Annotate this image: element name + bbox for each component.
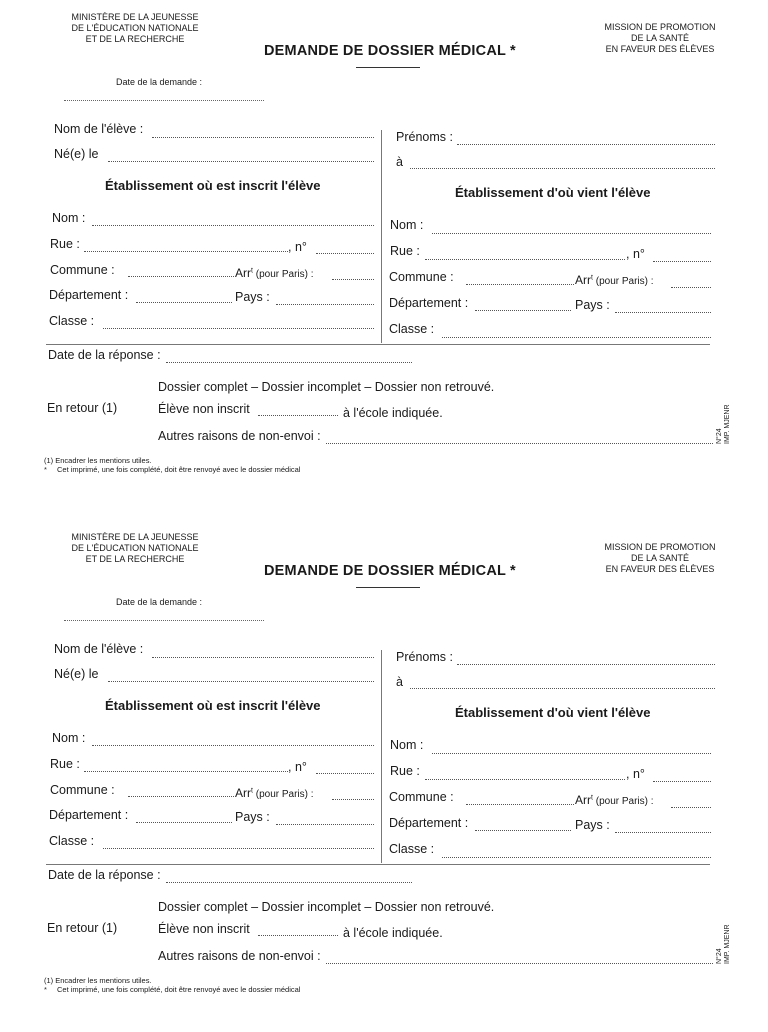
- footnote-return-instructions: [44, 985, 300, 994]
- current-school-city-label: Commune :: [50, 263, 115, 277]
- footnote-star: *: [44, 465, 47, 474]
- file-status-options[interactable]: Dossier complet – Dossier incomplet – Dossier non retrouvé.: [158, 380, 495, 394]
- arr-superscript: t: [251, 267, 253, 275]
- previous-school-city-field[interactable]: [466, 284, 574, 285]
- current-school-name-field[interactable]: [92, 225, 374, 226]
- column-divider: [381, 130, 382, 343]
- current-school-name-field[interactable]: [92, 745, 374, 746]
- current-school-country-label: Pays :: [235, 810, 270, 824]
- previous-school-name-field[interactable]: [432, 233, 711, 234]
- current-school-number-field[interactable]: [316, 253, 374, 254]
- previous-school-class-field[interactable]: [442, 857, 711, 858]
- arr-text: Arr: [575, 793, 591, 807]
- previous-school-department-label: Département :: [389, 816, 469, 830]
- ministry-line: MINISTÈRE DE LA JEUNESSE: [71, 12, 199, 22]
- first-names-label: Prénoms :: [396, 130, 453, 144]
- current-school-section-title: Établissement où est inscrit l'élève: [105, 698, 321, 713]
- medical-record-request-form-1: [0, 0, 768, 512]
- ministry-line: MINISTÈRE DE LA JEUNESSE: [71, 532, 199, 542]
- previous-school-section-title: Établissement d'où vient l'élève: [455, 705, 651, 720]
- request-date-label: Date de la demande :: [116, 597, 203, 607]
- previous-school-city-field[interactable]: [466, 804, 574, 805]
- ministry-line: ET DE LA RECHERCHE: [85, 554, 185, 564]
- previous-school-class-field[interactable]: [442, 337, 711, 338]
- mission-header: [585, 22, 735, 55]
- arr-text: Arr: [235, 786, 251, 800]
- previous-school-city-label: Commune :: [389, 270, 454, 284]
- previous-school-department-field[interactable]: [475, 830, 571, 831]
- current-school-district-field[interactable]: [332, 799, 374, 800]
- previous-school-class-label: Classe :: [389, 842, 435, 856]
- paris-note: (pour Paris) :: [595, 276, 654, 287]
- ministry-header: [55, 532, 215, 565]
- current-school-district-label: [235, 786, 314, 800]
- mission-line: EN FAVEUR DES ÉLÈVES: [605, 44, 715, 54]
- paris-note: (pour Paris) :: [255, 269, 314, 280]
- current-school-number-field[interactable]: [316, 773, 374, 774]
- column-divider: [381, 650, 382, 863]
- request-date-label: Date de la demande :: [116, 77, 203, 87]
- footnote-star: *: [44, 985, 47, 994]
- mission-line: DE LA SANTÉ: [630, 553, 690, 563]
- indicated-school-text: à l'école indiquée.: [343, 926, 443, 940]
- current-school-class-label: Classe :: [49, 314, 95, 328]
- student-not-enrolled-option[interactable]: Élève non inscrit: [158, 922, 250, 936]
- mission-line: DE LA SANTÉ: [630, 33, 690, 43]
- current-school-class-field[interactable]: [103, 328, 374, 329]
- file-status-options[interactable]: Dossier complet – Dossier incomplet – Dossier non retrouvé.: [158, 900, 495, 914]
- previous-school-country-label: Pays :: [575, 298, 610, 312]
- request-date-field[interactable]: [64, 620, 264, 621]
- birth-place-label: à: [396, 675, 403, 689]
- other-reasons-label: Autres raisons de non-envoi :: [158, 429, 321, 443]
- previous-school-country-field[interactable]: [615, 312, 711, 313]
- form-reference-code: [716, 404, 732, 444]
- printer-code: IMP. MJENR: [724, 404, 731, 444]
- previous-school-name-field[interactable]: [432, 753, 711, 754]
- current-school-city-field[interactable]: [128, 276, 234, 277]
- arr-superscript: t: [591, 794, 593, 802]
- previous-school-district-field[interactable]: [671, 287, 711, 288]
- student-not-enrolled-field[interactable]: [258, 935, 338, 936]
- previous-school-city-label: Commune :: [389, 790, 454, 804]
- ministry-header: [55, 12, 215, 45]
- birth-date-label: Né(e) le: [54, 667, 99, 681]
- first-names-label: Prénoms :: [396, 650, 453, 664]
- footnote-text: Cet imprimé, une fois complété, doit être renvoyé avec le dossier médical: [57, 465, 301, 474]
- form-title: DEMANDE DE DOSSIER MÉDICAL *: [264, 563, 516, 579]
- footnote-useful-mentions: (1) Encadrer les mentions utiles.: [44, 456, 152, 465]
- indicated-school-text: à l'école indiquée.: [343, 406, 443, 420]
- reply-date-label: Date de la réponse :: [48, 868, 161, 882]
- current-school-country-field[interactable]: [276, 304, 374, 305]
- title-underline: [356, 67, 420, 68]
- previous-school-name-label: Nom :: [390, 738, 424, 752]
- previous-school-department-field[interactable]: [475, 310, 571, 311]
- reply-date-field[interactable]: [166, 362, 412, 363]
- current-school-number-label: , n°: [288, 760, 307, 774]
- current-school-street-label: Rue :: [50, 237, 80, 251]
- birth-place-label: à: [396, 155, 403, 169]
- current-school-section-title: Établissement où est inscrit l'élève: [105, 178, 321, 193]
- student-name-field[interactable]: [152, 137, 374, 138]
- form-number: N°24: [716, 428, 723, 444]
- previous-school-class-label: Classe :: [389, 322, 435, 336]
- reply-date-field[interactable]: [166, 882, 412, 883]
- previous-school-street-field[interactable]: [425, 259, 625, 260]
- previous-school-district-label: [575, 793, 654, 807]
- previous-school-name-label: Nom :: [390, 218, 424, 232]
- footnote-useful-mentions: (1) Encadrer les mentions utiles.: [44, 976, 152, 985]
- return-label: En retour (1): [47, 401, 118, 415]
- printer-code: IMP. MJENR: [724, 924, 731, 964]
- student-name-label: Nom de l'élève :: [54, 122, 144, 136]
- previous-school-country-field[interactable]: [615, 832, 711, 833]
- current-school-street-field[interactable]: [84, 771, 288, 772]
- form-title: DEMANDE DE DOSSIER MÉDICAL *: [264, 43, 516, 59]
- previous-school-number-label: , n°: [626, 767, 645, 781]
- current-school-class-field[interactable]: [103, 848, 374, 849]
- paris-note: (pour Paris) :: [595, 796, 654, 807]
- previous-school-number-label: , n°: [626, 247, 645, 261]
- return-label: En retour (1): [47, 921, 118, 935]
- request-date-field[interactable]: [64, 100, 264, 101]
- medical-record-request-form-2: [0, 520, 768, 1032]
- current-school-name-label: Nom :: [52, 211, 86, 225]
- student-not-enrolled-option[interactable]: Élève non inscrit: [158, 402, 250, 416]
- previous-school-section-title: Établissement d'où vient l'élève: [455, 185, 651, 200]
- form-number: N°24: [716, 948, 723, 964]
- other-reasons-label: Autres raisons de non-envoi :: [158, 949, 321, 963]
- current-school-country-field[interactable]: [276, 824, 374, 825]
- mission-header: [585, 542, 735, 575]
- arr-text: Arr: [235, 266, 251, 280]
- previous-school-department-label: Département :: [389, 296, 469, 310]
- previous-school-number-field[interactable]: [653, 261, 711, 262]
- current-school-name-label: Nom :: [52, 731, 86, 745]
- arr-superscript: t: [251, 787, 253, 795]
- student-not-enrolled-field[interactable]: [258, 415, 338, 416]
- previous-school-street-label: Rue :: [390, 764, 420, 778]
- previous-school-district-label: [575, 273, 654, 287]
- previous-school-number-field[interactable]: [653, 781, 711, 782]
- mission-line: MISSION DE PROMOTION: [604, 22, 716, 32]
- footnote-return-instructions: [44, 465, 300, 474]
- form-reference-code: [716, 924, 732, 964]
- current-school-street-field[interactable]: [84, 251, 288, 252]
- current-school-class-label: Classe :: [49, 834, 95, 848]
- current-school-department-field[interactable]: [136, 302, 232, 303]
- previous-school-district-field[interactable]: [671, 807, 711, 808]
- mission-line: EN FAVEUR DES ÉLÈVES: [605, 564, 715, 574]
- previous-school-street-label: Rue :: [390, 244, 420, 258]
- current-school-number-label: , n°: [288, 240, 307, 254]
- current-school-city-label: Commune :: [50, 783, 115, 797]
- current-school-street-label: Rue :: [50, 757, 80, 771]
- current-school-department-label: Département :: [49, 288, 129, 302]
- first-names-field[interactable]: [457, 144, 715, 145]
- current-school-department-label: Département :: [49, 808, 129, 822]
- previous-school-country-label: Pays :: [575, 818, 610, 832]
- ministry-line: DE L'ÉDUCATION NATIONALE: [71, 23, 199, 33]
- current-school-city-field[interactable]: [128, 796, 234, 797]
- previous-school-street-field[interactable]: [425, 779, 625, 780]
- mission-line: MISSION DE PROMOTION: [604, 542, 716, 552]
- arr-superscript: t: [591, 274, 593, 282]
- other-reasons-field[interactable]: [326, 443, 713, 444]
- paris-note: (pour Paris) :: [255, 789, 314, 800]
- footnote-text: Cet imprimé, une fois complété, doit être renvoyé avec le dossier médical: [57, 985, 301, 994]
- section-divider: [46, 864, 710, 865]
- birth-date-field[interactable]: [108, 161, 374, 162]
- birth-date-field[interactable]: [108, 681, 374, 682]
- current-school-department-field[interactable]: [136, 822, 232, 823]
- title-underline: [356, 587, 420, 588]
- current-school-district-label: [235, 266, 314, 280]
- ministry-line: DE L'ÉDUCATION NATIONALE: [71, 543, 199, 553]
- arr-text: Arr: [575, 273, 591, 287]
- reply-date-label: Date de la réponse :: [48, 348, 161, 362]
- current-school-country-label: Pays :: [235, 290, 270, 304]
- section-divider: [46, 344, 710, 345]
- current-school-district-field[interactable]: [332, 279, 374, 280]
- ministry-line: ET DE LA RECHERCHE: [85, 34, 185, 44]
- student-name-field[interactable]: [152, 657, 374, 658]
- other-reasons-field[interactable]: [326, 963, 713, 964]
- first-names-field[interactable]: [457, 664, 715, 665]
- student-name-label: Nom de l'élève :: [54, 642, 144, 656]
- birth-place-field[interactable]: [410, 168, 715, 169]
- birth-date-label: Né(e) le: [54, 147, 99, 161]
- birth-place-field[interactable]: [410, 688, 715, 689]
